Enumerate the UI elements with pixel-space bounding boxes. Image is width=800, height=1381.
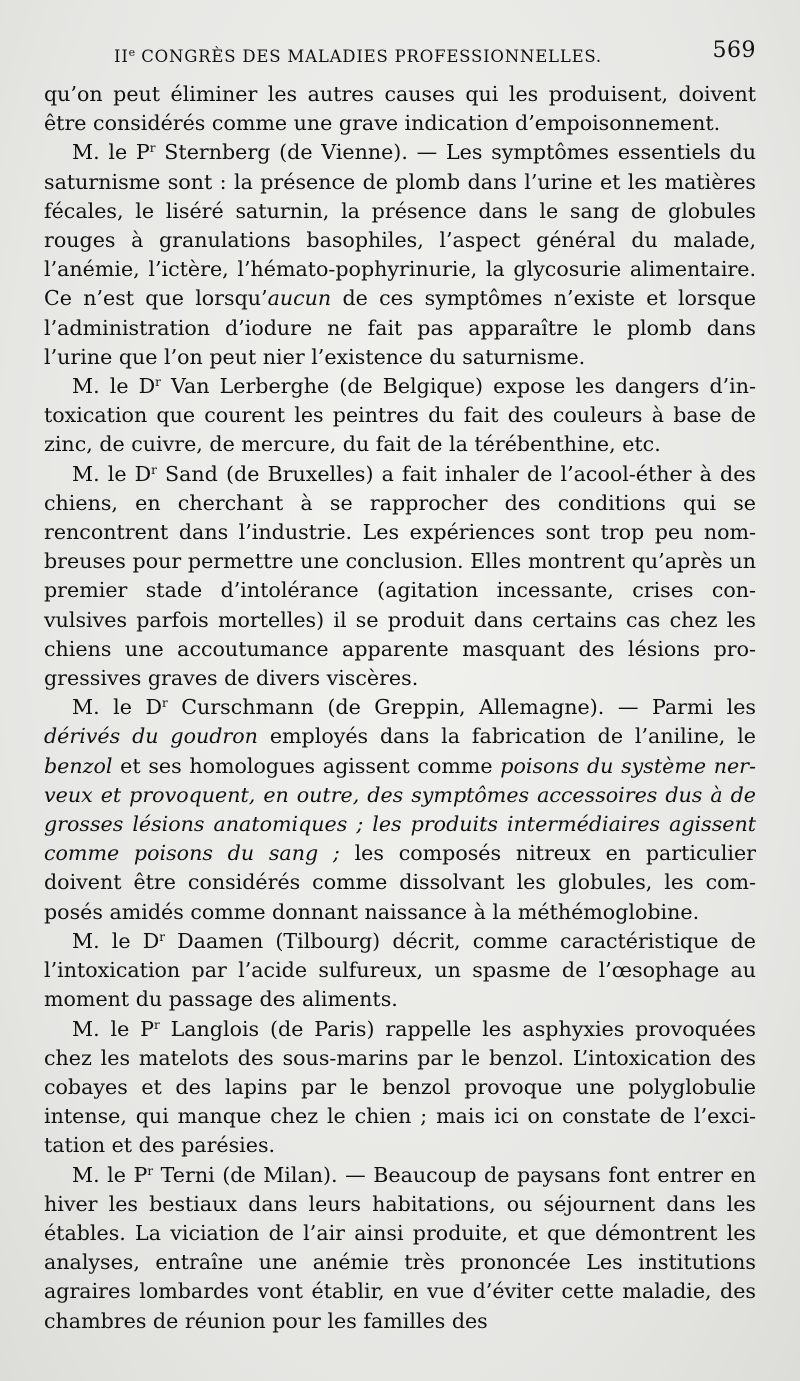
text-run: employés dans la fabrication de l’aniline, le [257, 724, 756, 749]
paragraph [44, 372, 756, 460]
running-title [114, 46, 602, 66]
title-superscript: r [155, 375, 161, 390]
italic-text: dérivés du goudron [44, 724, 258, 749]
body-text [44, 80, 756, 1336]
text-run: M. le D [72, 928, 160, 953]
text-run: M. le D [72, 695, 162, 720]
roman-superscript: e [128, 46, 136, 59]
text-run: Daamen (Tilbourg) décrit, comme caractéristique de l’intoxication par l’acide sulfureux, un spasme de l’œsophage au moment du passage des aliments. [44, 928, 756, 1012]
text-run: M. le D [72, 461, 152, 486]
text-run: de ces symptômes n’existe et lorsque l’administration d’iodure ne fait pas apparaître le plomb dans l’urine que l’on peut nier l’existence du saturnisme. [44, 286, 757, 369]
text-run: M. le P [72, 1162, 148, 1187]
title-superscript: r [149, 141, 156, 156]
text-run: Sand (de Bruxelles) a fait inhaler de l’acool-éther à des chiens, en cherchant à se rapprocher des conditions qui se rencontrent dans l’industrie. Les expériences sont trop peu nom-breuses pour permettre une conclusion. Elles montrent qu’après un premier stade d’intolérance (agitation incessante, crises con-vulsives parfois mortelles) il se produit dans certains cas chez les chiens une accoutumance apparente masquant des lésions pro-gressives graves de divers viscères. [44, 461, 756, 691]
title-superscript: r [147, 1163, 154, 1178]
text-run: Langlois (de Paris) rappelle les asphyxies provoquées chez les matelots des sous-marins par le benzol. L’intoxication des cobayes et des lapins par le benzol provoque une polyglobulie intense, qui manque chez le chien ; mais ici on constate de l’exci-tation et des parésies. [44, 1016, 757, 1158]
congress-title: CONGRÈS DES MALADIES PROFESSIONNELLES. [141, 47, 602, 66]
roman-numeral: II [114, 47, 129, 66]
text-run: Sternberg (de Vienne). — Les symptômes essentiels du saturnisme sont : la présence de plomb dans l’urine et les matières fécales, le liséré saturnin, la présence dans le sang de globules rouges à granulations basophiles, l’aspect général du malade, l’anémie, l’ictère, l’hémato-pophyrinurie, la glycosurie alimentaire. Ce n’est que lorsqu’ [44, 140, 757, 311]
paragraph [44, 927, 756, 1015]
page-number: 569 [712, 38, 756, 63]
paragraph [44, 80, 756, 138]
text-run: M. le D [72, 374, 156, 399]
title-superscript: r [159, 929, 165, 944]
italic-text: aucun [267, 286, 332, 311]
paragraph [44, 460, 756, 694]
title-superscript: r [153, 1017, 160, 1032]
italic-text: poisons du système ner-veux et provoquent, en outre, des symptômes accessoires dus à de grosses lésions anatomiques ; les produits intermédiaires agissent comme poisons du sang ; [44, 753, 756, 866]
text-run: qu’on peut éliminer les autres causes qui les produisent, doivent être considérés comme une grave indication d’empoisonnement. [44, 82, 756, 136]
text-run: les composés nitreux en particulier doivent être considérés comme dissolvant les globules, les com-posés amidés comme donnant naissance à la méthémoglobine. [44, 841, 756, 924]
text-run: et ses homologues agissent comme [112, 753, 501, 778]
italic-text: benzol [44, 753, 113, 778]
paragraph [44, 1161, 756, 1336]
title-superscript: r [161, 696, 168, 711]
paragraph [44, 693, 756, 927]
text-run: Curschmann (de Greppin, Allemagne). — Parmi les [167, 695, 757, 720]
paragraph [44, 1015, 756, 1161]
paragraph [44, 138, 756, 372]
text-run: M. le P [72, 140, 150, 165]
text-run: Terni (de Milan). — Beaucoup de paysans font entrer en hiver les bestiaux dans leurs habitations, ou séjournent dans les étables. La viciation de l’air ainsi produite, et que démontrent les analyses, entraîne une anémie très prononcée Les institutions agraires lombardes vont établir, en vue d’éviter cette maladie, des chambres de réunion pour les familles des [44, 1162, 757, 1333]
text-run: M. le P [72, 1016, 154, 1041]
text-run: Van Lerberghe (de Belgique) expose les dangers d’in-toxication que courent les peintres du fait des couleurs à base de zinc, de cuivre, de mercure, du fait de la térébenthine, etc. [44, 374, 756, 457]
running-head [44, 36, 756, 76]
title-superscript: r [151, 462, 157, 477]
